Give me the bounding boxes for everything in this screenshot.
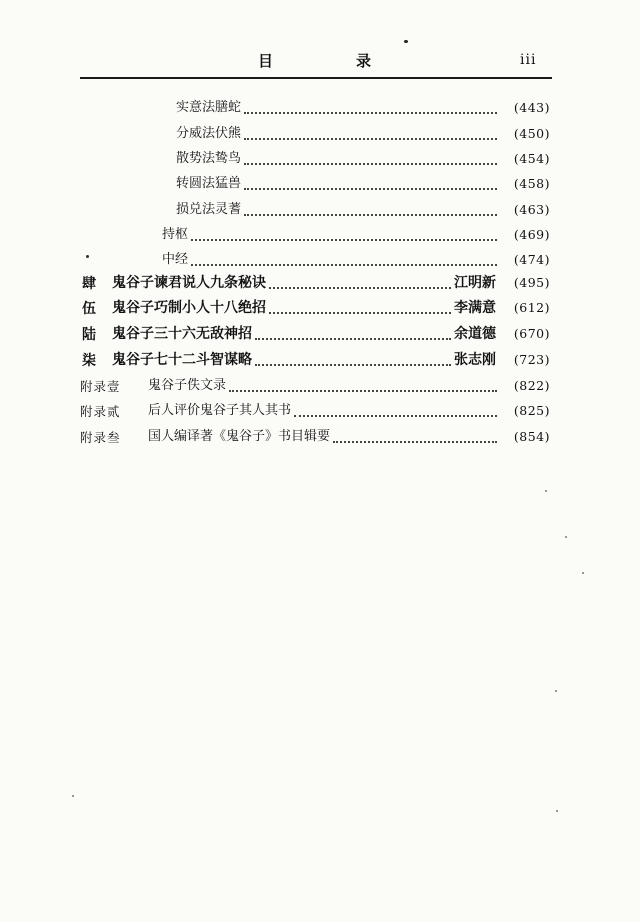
leader-dots <box>255 338 451 340</box>
toc-entry-label: 鬼谷子七十二斗智谋略 <box>112 352 252 368</box>
toc-entry-page: (450) <box>513 126 550 141</box>
toc-entry-label: 鬼谷子巧制小人十八绝招 <box>112 300 266 316</box>
toc-entry[interactable] <box>176 171 550 193</box>
toc-entry[interactable] <box>112 295 550 317</box>
toc-entry-author: 张志刚 <box>454 352 496 368</box>
toc-entry[interactable] <box>148 373 550 395</box>
toc-entry-label: 分威法伏熊 <box>176 126 242 141</box>
toc-entry-page: (825) <box>513 403 550 418</box>
toc-entry-page: (612) <box>513 300 550 315</box>
chapter-number: 伍 <box>82 301 96 317</box>
leader-dots <box>229 390 497 392</box>
toc-entry[interactable] <box>112 347 550 369</box>
leader-dots <box>244 214 497 216</box>
leader-dots <box>269 312 451 314</box>
leader-dots <box>191 264 497 266</box>
leader-dots <box>244 163 497 165</box>
toc-entry[interactable] <box>176 95 550 117</box>
toc-entry-label: 中经 <box>162 252 189 267</box>
toc-entry-label: 持枢 <box>162 227 189 242</box>
leader-dots <box>333 441 497 443</box>
toc-entry-page: (469) <box>513 227 550 242</box>
toc-entry-page: (458) <box>513 176 550 191</box>
toc-entry-label: 鬼谷子三十六无敌神招 <box>112 326 252 342</box>
scan-speck <box>555 690 557 692</box>
toc-entry-page: (854) <box>513 429 550 444</box>
leader-dots <box>269 287 451 289</box>
toc-entry[interactable] <box>148 424 550 446</box>
toc-entry-page: (463) <box>513 202 550 217</box>
leader-dots <box>244 138 497 140</box>
scan-speck <box>72 795 74 797</box>
toc-entry-page: (822) <box>513 378 550 393</box>
toc-entry[interactable] <box>112 321 550 343</box>
leader-dots <box>294 415 497 417</box>
toc-entry-page: (495) <box>513 275 550 290</box>
header-title-lu: 录 <box>356 52 372 70</box>
toc-entry-label: 国人编译著《鬼谷子》书目辑要 <box>148 429 331 444</box>
toc-entry-page: (474) <box>513 252 550 267</box>
toc-entry-label: 散势法鸷鸟 <box>176 151 242 166</box>
scan-speck <box>545 490 547 492</box>
scan-speck <box>565 536 567 538</box>
toc-entry-label: 转圆法猛兽 <box>176 176 242 191</box>
header-page-number: iii <box>520 52 537 68</box>
toc-entry[interactable] <box>176 121 550 143</box>
toc-entry-author: 江明新 <box>454 275 496 291</box>
toc-entry[interactable] <box>112 270 550 292</box>
toc-entry-label: 实意法膳蛇 <box>176 100 242 115</box>
chapter-number: 肆 <box>82 276 96 292</box>
header-title-mu: 目 <box>258 52 275 70</box>
scan-speck <box>582 572 584 574</box>
toc-entry-label: 后人评价鬼谷子其人其书 <box>148 403 292 418</box>
toc-entry[interactable] <box>162 247 550 269</box>
toc-entry-page: (454) <box>513 151 550 166</box>
chapter-number: 柒 <box>82 353 96 369</box>
chapter-number: 陆 <box>82 327 96 343</box>
toc-entry-label: 鬼谷子佚文录 <box>148 378 227 393</box>
toc-entry[interactable] <box>176 197 550 219</box>
toc-entry-label: 鬼谷子谏君说人九条秘诀 <box>112 275 266 291</box>
appendix-number: 附录叁 <box>80 430 121 445</box>
leader-dots <box>244 112 497 114</box>
scan-speck <box>556 810 558 812</box>
toc-entry-author: 余道德 <box>454 326 496 342</box>
leader-dots <box>255 364 451 366</box>
toc-entry[interactable] <box>162 222 550 244</box>
toc-entry-label: 损兑法灵蓍 <box>176 202 242 217</box>
leader-dots <box>244 188 497 190</box>
appendix-number: 附录壹 <box>80 379 121 394</box>
toc-entry-page: (723) <box>513 352 550 367</box>
leader-dots <box>191 239 497 241</box>
toc-entry-page: (670) <box>513 326 550 341</box>
scan-speck <box>404 40 408 43</box>
toc-entry-author: 李满意 <box>454 300 496 316</box>
toc-entry[interactable] <box>176 146 550 168</box>
scan-speck <box>86 255 89 258</box>
toc-entry-page: (443) <box>513 100 550 115</box>
toc-entry[interactable] <box>148 398 550 420</box>
appendix-number: 附录贰 <box>80 404 121 419</box>
